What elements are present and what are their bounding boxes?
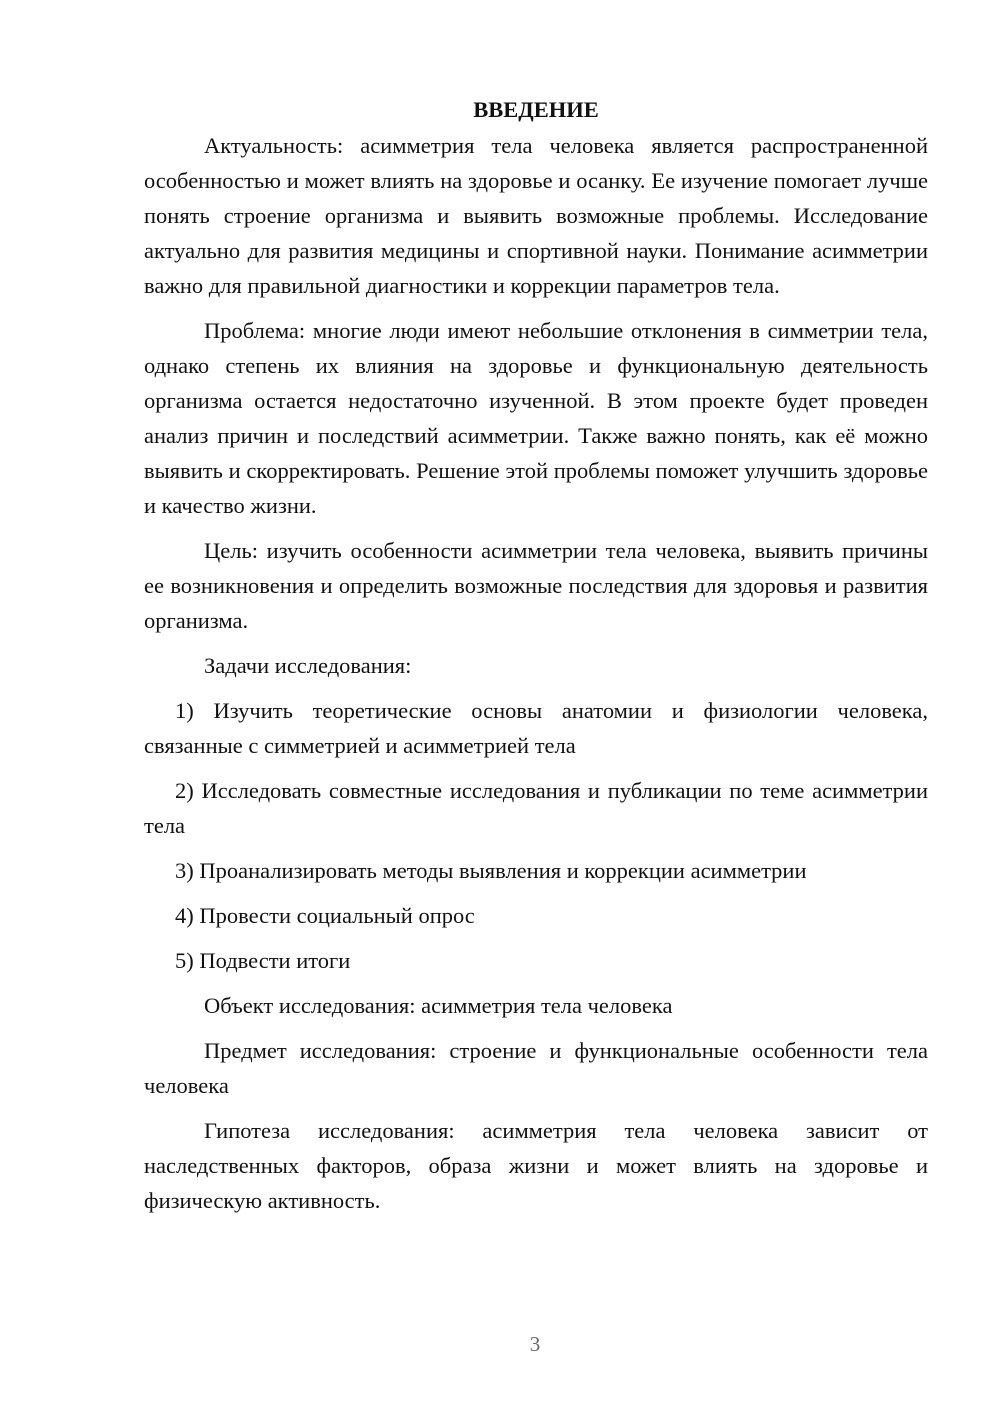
page-content bbox=[144, 92, 928, 1228]
page-number: 3 bbox=[529, 1332, 541, 1356]
task-item-5: 5) Подвести итоги bbox=[175, 948, 351, 973]
task-item-4: 4) Провести социальный опрос bbox=[175, 903, 475, 928]
task-item-3: 3) Проанализировать методы выявления и коррекции асимметрии bbox=[175, 858, 807, 883]
task-item-1: 1) Изучить теоретические основы анатомии и физиологии человека, связанные с симметрией и асимметрией тела bbox=[144, 698, 928, 758]
tasks-heading: Задачи исследования: bbox=[204, 653, 412, 678]
paragraph-relevance: Актуальность: асимметрия тела человека является распространенной особенностью и может влиять на здоровье и осанку. Ее изучение помогает лучше понять строение организма и выявить возможные проблемы. Исследование актуально для развития медицины и спортивной науки. Понимание асимметрии важно для правильной диагностики и коррекции параметров тела. bbox=[144, 133, 928, 298]
paragraph-goal: Цель: изучить особенности асимметрии тела человека, выявить причины ее возникновения и определить возможные последствия для здоровья и развития организма. bbox=[144, 538, 928, 633]
paragraph-problem: Проблема: многие люди имеют небольшие отклонения в симметрии тела, однако степень их влияния на здоровье и функциональную деятельность организма остается недостаточно изученной. В этом проекте будет проведен анализ причин и последствий асимметрии. Также важно понять, как её можно выявить и скорректировать. Решение этой проблемы поможет улучшить здоровье и качество жизни. bbox=[144, 318, 928, 518]
task-item-2: 2) Исследовать совместные исследования и публикации по теме асимметрии тела bbox=[144, 778, 928, 838]
paragraph-object: Объект исследования: асимметрия тела человека bbox=[204, 993, 673, 1018]
paragraph-hypothesis: Гипотеза исследования: асимметрия тела человека зависит от наследственных факторов, образа жизни и может влиять на здоровье и физическую активность. bbox=[144, 1118, 928, 1213]
paragraph-subject: Предмет исследования: строение и функциональные особенности тела человека bbox=[144, 1038, 928, 1098]
section-heading: ВВЕДЕНИЕ bbox=[473, 97, 599, 122]
